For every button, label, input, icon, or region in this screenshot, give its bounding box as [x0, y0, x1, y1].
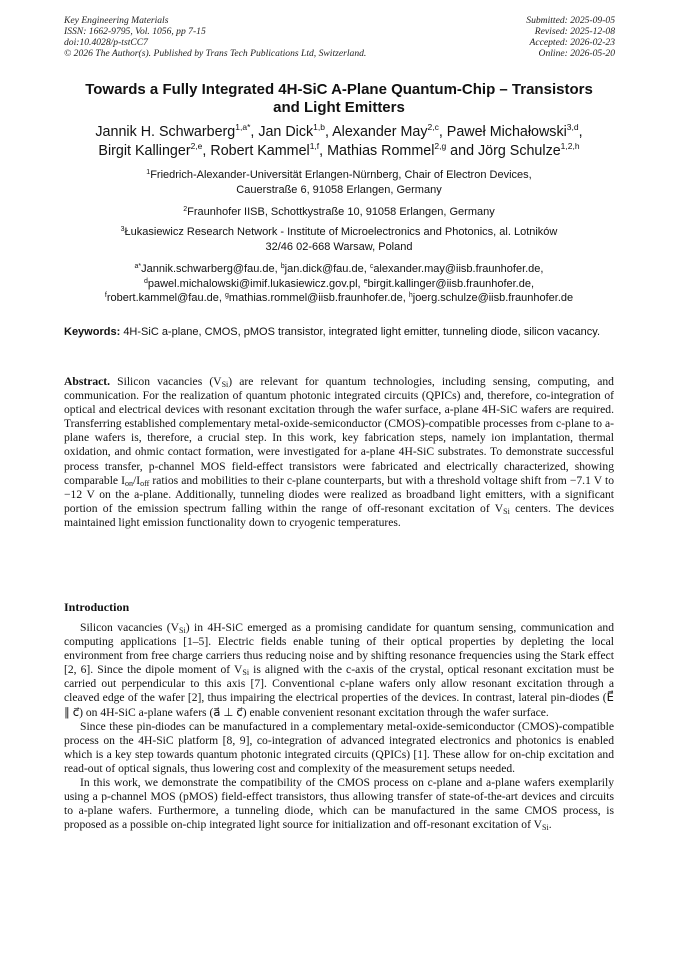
author-name: Jan Dick: [258, 124, 314, 140]
author-list: [30, 123, 648, 161]
author-name: Jörg Schulze: [478, 143, 561, 159]
introduction-body: [64, 621, 614, 832]
email-mark: c: [369, 263, 374, 270]
author-line-2: Birgit Kallinger$^{2,e}$, Robert Kammel$^{1,f}$, Mathias Rommel$^{2,g}$ and Jörg Schulze$^{1,2,h}$: [98, 141, 580, 159]
email-mark: b: [280, 263, 285, 270]
author-name: Mathias Rommel: [327, 143, 435, 159]
email-link[interactable]: Jannik.schwarberg@fau.de: [141, 263, 275, 275]
author-line-1: Jannik H. Schwarberg$^{1,a*}$, Jan Dick$^{1,b}$, Alexander May$^{2,c}$, Paweł Michałowski$^{3,d}$,: [95, 122, 583, 140]
paragraph-text: is aligned with the c-axis of the crystal, optical resonant excitation must be carried out perpendicular to this axis [7]. Conventional c-plane wafers only allow resonant excitation through a cleaved edge of the wafer [2], thus impairing the electrical properties of the devices. In contrast, lateral pin-diodes (E⃗ ∥ c⃗) on 4H-SiC a-plane wafers (a⃗ ⊥ c⃗) enable convenient resonant excitation through the wafer surface.: [64, 663, 614, 719]
affiliation-1: [40, 168, 638, 197]
subscript: off: [140, 478, 150, 488]
author-affiliation-mark: 3,d: [566, 122, 579, 132]
journal-name: Key Engineering Materials: [64, 15, 169, 26]
affiliation-number: 2: [183, 206, 188, 213]
abstract-text: centers. The devices maintained light emission functionality down to cryogenic temperatures.: [64, 501, 614, 529]
title-line-1: Towards a Fully Integrated 4H-SiC A-Plane Quantum-Chip – Transistors: [85, 81, 593, 98]
affiliation-text: Cauerstraße 6, 91058 Erlangen, Germany: [236, 183, 442, 196]
journal-issn: ISSN: 1662-9795, Vol. 1056, pp 7-15: [64, 26, 206, 37]
author-affiliation-mark: 2,c: [427, 122, 439, 132]
author-affiliation-mark: 1,b: [313, 122, 325, 132]
subscript: Si: [542, 823, 549, 833]
title-line-2: and Light Emitters: [273, 99, 405, 116]
author-affiliation-mark: 1,2,h: [560, 141, 580, 151]
author-name: Alexander May: [332, 124, 428, 140]
email-link[interactable]: alexander.may@iisb.fraunhofer.de: [373, 263, 541, 275]
keywords-text: 4H-SiC a-plane, CMOS, pMOS transistor, integrated light emitter, tunneling diode, silicon vacancy.: [123, 326, 600, 338]
affiliation-number: 3: [120, 226, 125, 233]
affiliation-text: Łukasiewicz Research Network - Institute of Microelectronics and Photonics, al. Lotników: [124, 226, 558, 238]
affiliation-text: Friedrich-Alexander-Universität Erlangen-Nürnberg, Chair of Electron Devices,: [150, 169, 532, 181]
subscript: on: [125, 478, 134, 488]
affiliation-number: 1: [146, 169, 151, 176]
paper-title: [40, 81, 638, 117]
section-heading-introduction: Introduction: [64, 600, 130, 614]
online-date: Online: 2026-05-20: [538, 48, 615, 59]
email-link[interactable]: joerg.schulze@iisb.fraunhofer.de: [412, 292, 574, 304]
article-doi[interactable]: doi:10.4028/p-tstCC7: [64, 37, 148, 48]
subscript: Si: [221, 380, 229, 389]
subscript: Si: [242, 668, 250, 678]
author-name: Robert Kammel: [210, 143, 310, 159]
abstract: [64, 375, 614, 530]
subscript: Si: [503, 506, 510, 516]
email-mark: e: [363, 277, 368, 285]
email-mark: g: [225, 292, 229, 299]
paragraph: [64, 776, 614, 832]
author-affiliation-mark: 2,g: [434, 141, 447, 151]
email-link[interactable]: mathias.rommel@iisb.fraunhofer.de: [228, 292, 403, 304]
paragraph: [64, 621, 614, 720]
author-name: Birgit Kallinger: [98, 143, 191, 159]
email-mark: h: [408, 292, 413, 299]
email-link[interactable]: pawel.michalowski@imif.lukasiewicz.gov.pl: [147, 277, 358, 290]
email-list: $^{a*}$Jannik.schwarberg@fau.de, $^b$jan.dick@fau.de, $^c$alexander.may@iisb.fraunhofer.de, $^d$pawel.michalowski@imif.lukasiewicz.gov.pl, $^e$birgit.kallinger@iisb.fraunhofer.de, $^f$robert.kammel@fau.de, $^g$mathias.rommel@iisb.fraunhofer.de, $^h$joerg.schulze@iisb.fraunhofer.de: [104, 263, 574, 304]
accepted-date: Accepted: 2026-02-23: [529, 37, 615, 48]
email-mark: f: [104, 292, 107, 299]
email-link[interactable]: jan.dick@fau.de: [284, 263, 364, 275]
journal-header: [64, 15, 615, 59]
paragraph: Since these pin-diodes can be manufactured in a complementary metal-oxide-semiconductor (CMOS)-compatible process on the 4H-SiC platform [8, 9], co-integration of advanced integrated electronics and photonics is enabled which is a key step towards quantum photonic integrated circuits (QPICs) [1]. These allow for on-chip excitation and read-out of optical signals, thus lowering cost and complexity of the measurement setups needed.: [64, 719, 614, 775]
author-name: Jannik H. Schwarberg: [95, 124, 236, 140]
affiliation-text: 32/46 02-668 Warsaw, Poland: [265, 240, 413, 253]
email-mark: d: [143, 277, 148, 285]
abstract-text: /I: [133, 473, 141, 487]
copyright-notice: © 2026 The Author(s). Published by Trans Tech Publications Ltd, Switzerland.: [64, 48, 367, 59]
paragraph-text: Silicon vacancies (V: [80, 621, 180, 634]
submitted-date: Submitted: 2025-09-05: [526, 15, 615, 26]
keywords: [64, 325, 614, 339]
email-link[interactable]: birgit.kallinger@iisb.fraunhofer.de: [367, 277, 531, 290]
abstract-text: ratios and mobilities to their c-plane counterparts, but with a threshold voltage shift from −7.1 V to −12 V on the a-plane. Additionally, tunneling diodes were realized as broadband light emitters, with a significant portion of the emission spectrum falling within the range of off-resonant excitation of V: [64, 473, 614, 515]
abstract-label: Abstract.: [64, 375, 111, 388]
author-affiliation-mark: 1,f: [309, 141, 320, 151]
author-affiliation-mark: 1,a*: [235, 122, 251, 132]
header-left: [64, 15, 366, 59]
header-right: [526, 15, 615, 59]
author-affiliation-mark: 2,e: [190, 141, 203, 151]
author-name: Paweł Michałowski: [446, 124, 567, 140]
paragraph-text: In this work, we demonstrate the compatibility of the CMOS process on c-plane and a-plane wafers exemplarily using a p-channel MOS (pMOS) field-effect transistors, thus allowing transfer of state-of-the-art devices and circuits to a-plane wafers. Furthermore, a tunneling diode, which can be manufactured in the same CMOS process, is proposed as a possible on-chip integrated light source for initialization and off-resonant excitation of V: [64, 776, 614, 832]
subscript: Si: [179, 626, 186, 635]
email-mark: a*: [134, 263, 142, 270]
abstract-text: ) are relevant for quantum technologies, including sensing, computing, and communication. For the realization of quantum photonic integrated circuits (QPICs) and, therefore, co-integration of optical and electrical devices with resonant excitation through the wafer surface, a-plane 4H-SiC wafers are required. Transferring established complementary metal-oxide-semiconductor (CMOS)-compatible processes from c-plane to a-plane wafers is, therefore, a crucial step. In this work, key fabrication steps, namely ion implantation, thermal oxidation, and ohmic contact formation, were investigated for a-plane 4H-SiC substrates. To demonstrate successful process transfer, p-channel MOS field-effect transistors were fabricated and electrically characterized, showing comparable I: [64, 375, 614, 487]
paragraph-text: ) in 4H-SiC emerged as a promising candidate for quantum sensing, communication and computing applications [1–5]. Electric fields enable tuning of their optical properties by depleting the local environment from free charge carriers thus reducing noise and by shifting resonance frequencies using the Stark effect [2, 6]. Since the dipole moment of V: [64, 621, 614, 677]
affiliation-3: [40, 225, 638, 254]
affiliation-text: Fraunhofer IISB, Schottkystraße 10, 91058 Erlangen, Germany: [187, 206, 495, 218]
revised-date: Revised: 2025-12-08: [534, 26, 615, 37]
paragraph-text: .: [548, 818, 552, 832]
affiliation-2: [40, 205, 638, 220]
abstract-text: Silicon vacancies (V: [117, 375, 222, 388]
keywords-label: Keywords:: [64, 326, 121, 338]
email-link[interactable]: robert.kammel@fau.de: [106, 292, 219, 304]
